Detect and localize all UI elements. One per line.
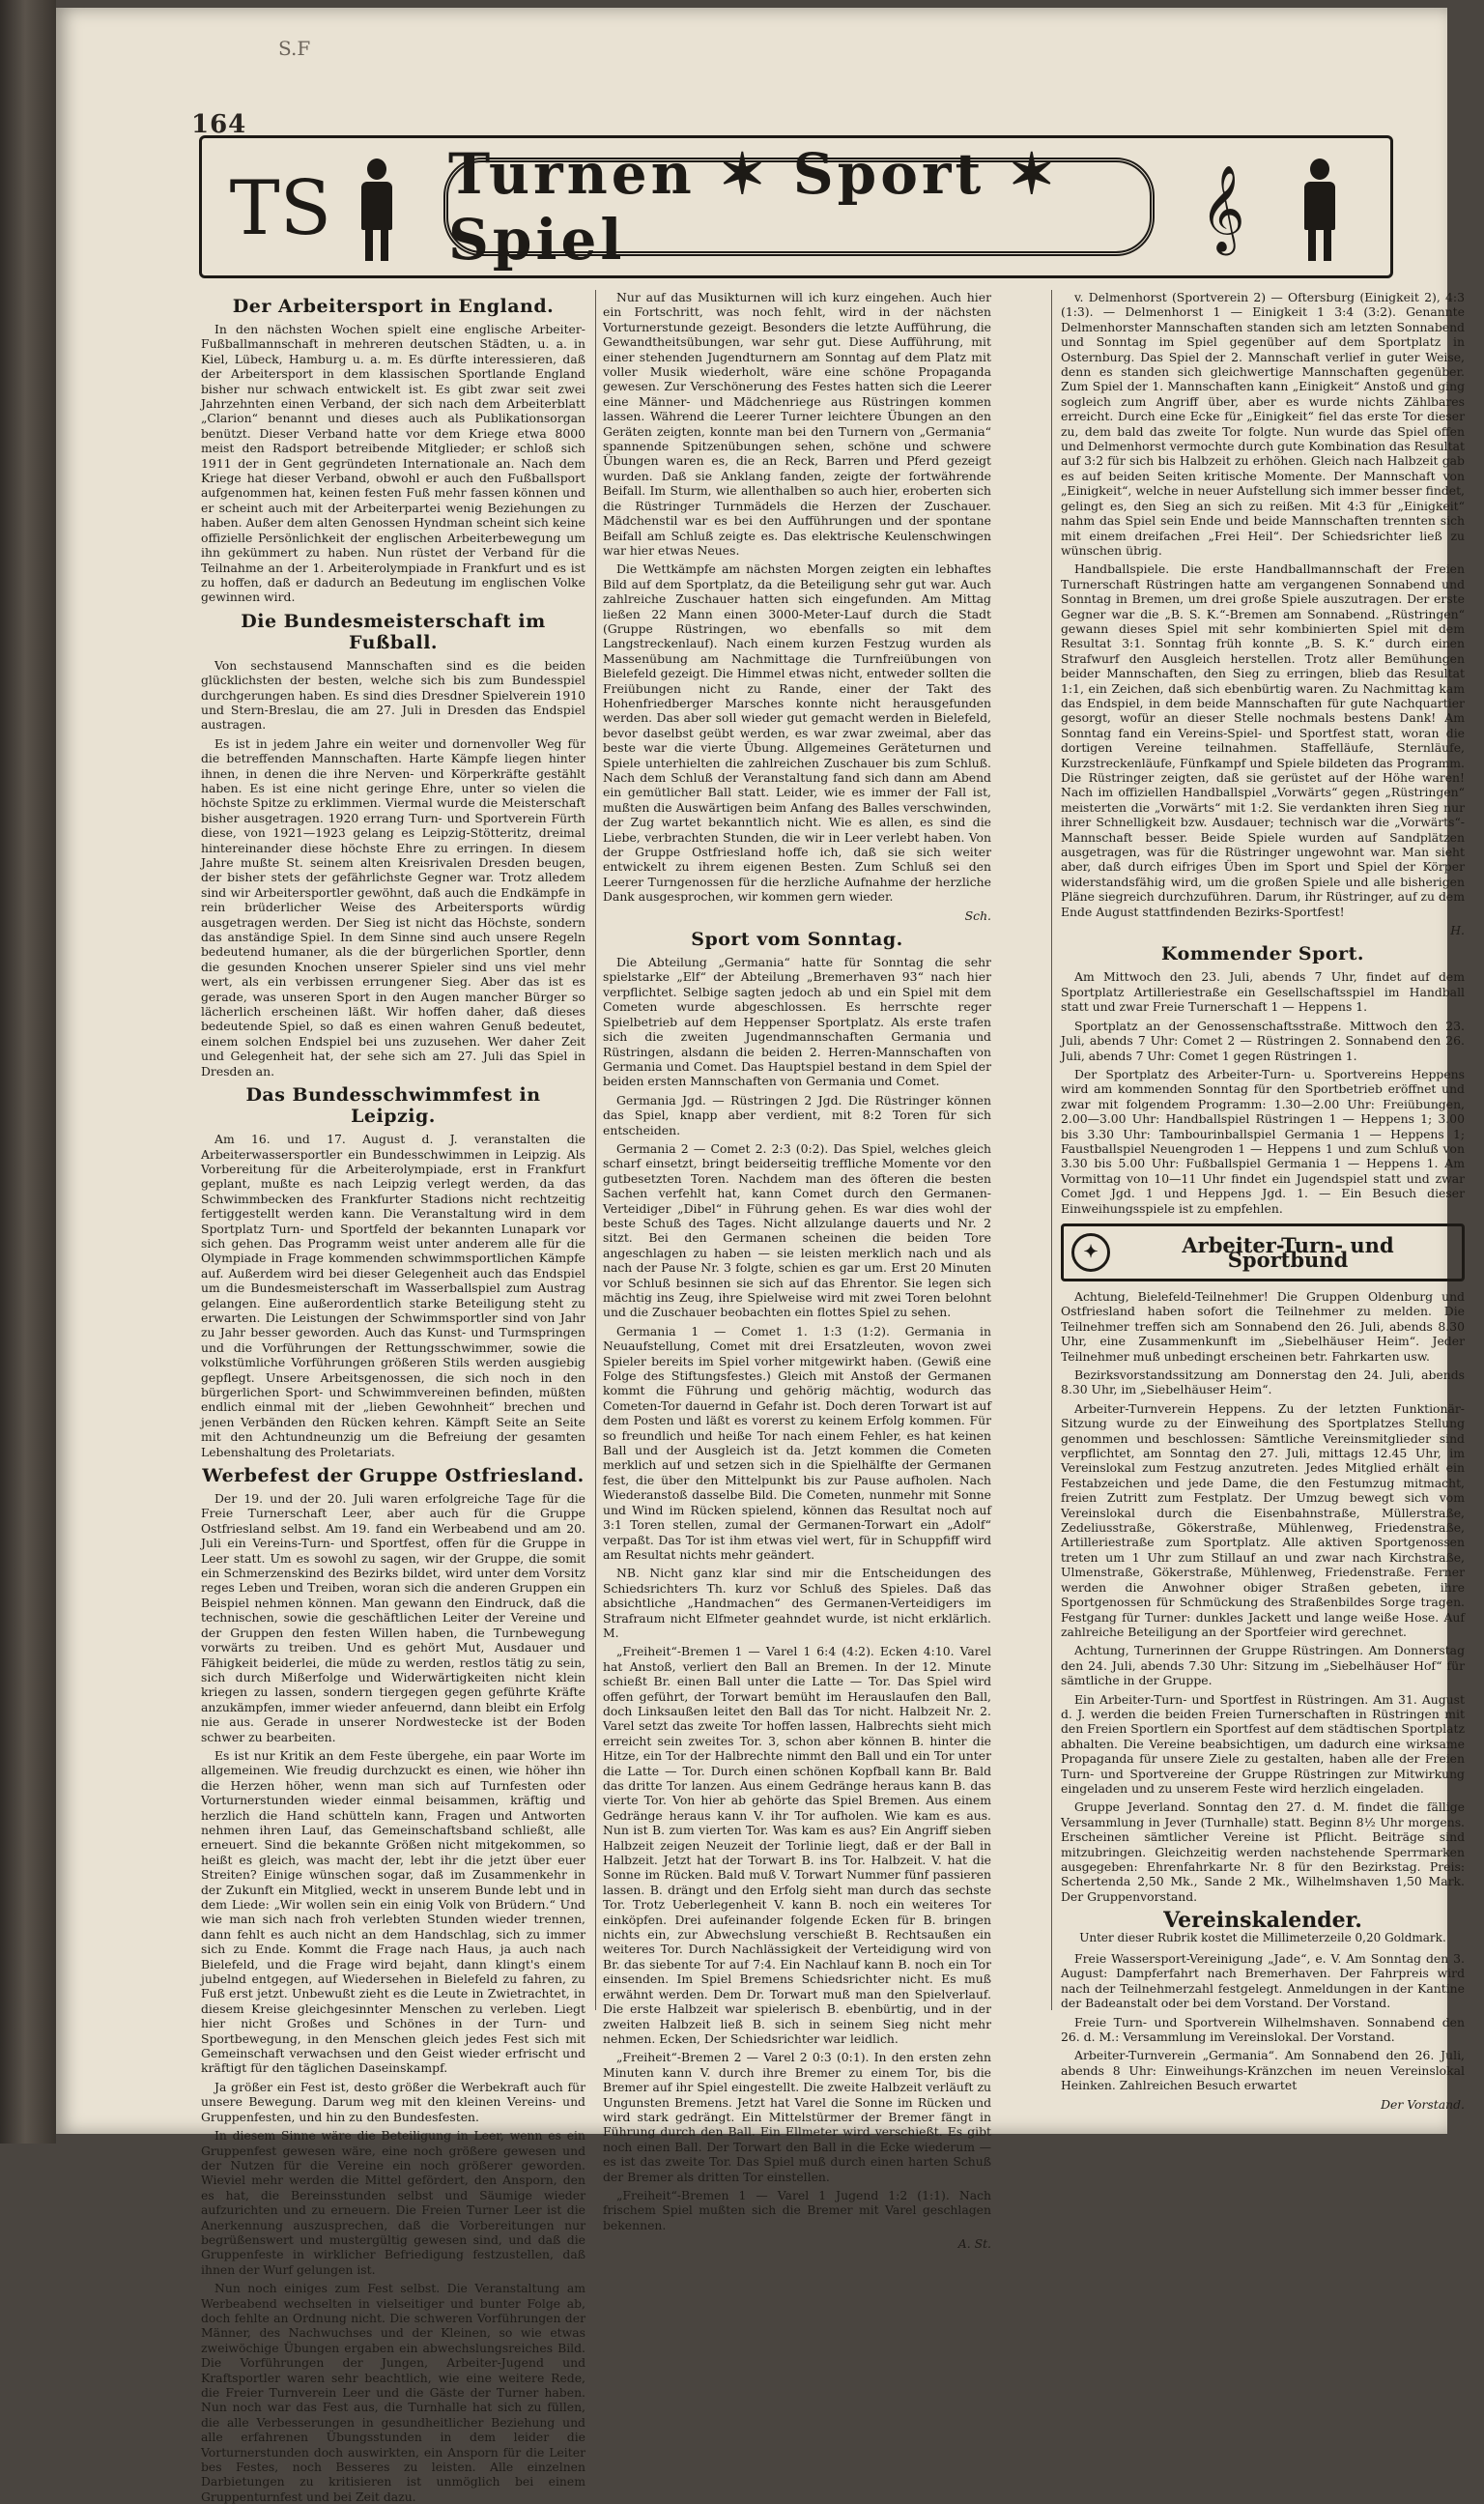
bund-header-box	[1061, 1223, 1465, 1281]
banner-right-ornament	[1178, 146, 1371, 272]
article-paragraph: Am 16. und 17. August d. J. veranstalten die Arbeiterwassersportler ein Bundesschwimmen in Leipzig. Als Vorbereitung für die Arbeiterolympiade, erst in Frankfurt geplant, mußte es nach Leipzig verlegt werden, da das Schwimmbecken des Frankfurter Stadions nicht rechtzeitig fertiggestellt werden kann. Die Veranstaltung wird in dem Sportplatz Turn- und Sportfeld der bekannten Lunapark vor sich gehen. Das Programm weist unter anderem alle für die Olympiade in Frage kommenden schwimmsportlichen Kämpfe auf. Außerdem wird bei dieser Gelegenheit auch das Endspiel um die Bundesmeisterschaft im Wasserballspiel zum Austrag gelangen. Eine außerordentlich starke Beteiligung steht zu erwarten. Die Leistungen der Schwimmsportler sind von Jahr zu Jahr besser geworden. Auch das Kunst- und Turmspringen und die Vorführungen der Rettungsschwimmer, sowie die volkstümliche Vorführungen größeren Stils werden ausgiebig gepflegt. Unsere Arbeitsgenossen, die sich noch in den bürgerlichen Sport- und Schwimmvereinen befinden, müßten endlich einmal mit der „lieben Gewohnheit“ brechen und jenen Verbänden den Rücken kehren. Kämpft Seite an Seite mit den Achtundneunzig um die Befreiung der gesamten Lebenshaltung des Proletariats.	[201, 1132, 585, 1459]
article-paragraph: Nur auf das Musikturnen will ich kurz eingehen. Auch hier ein Fortschritt, was noch fehlt, wird in der nächsten Vorturnerstunde gezeigt. Besonders die letzte Aufführung, die Gewandtheitsübungen, war sehr gut. Diese Aufführung, mit einer stehenden Jugendturnern am Sonntag auf dem Platz mit voller Musik wiederholt, wäre eine schöne Propaganda gewesen. Zur Verschönerung des Festes hatten sich die Leerer eine Männer- und Mädchenriege aus Rüstringen kommen lassen. Während die Leerer Turner leichtere Übungen an den Geräten zeigten, konnte man bei den Turnern von „Germania“ spannende Spitzenübungen sehen, schöne und schwere Übungen waren es, die an Reck, Barren und Pferd gezeigt wurden. Daß sie Anklang fanden, zeigte der fortwährende Beifall. Im Sturm, wie allenthalben so auch hier, eroberten sich die Rüstringer Turnmädels die Herzen der Zuschauer. Mädchenstil war es bei den Aufführungen und der spontane Beifall am Schluß zeigte es. Das elektrische Keulenschwingen war hier etwas Neues.	[603, 290, 991, 558]
athlete-figure-icon	[348, 155, 406, 263]
article-paragraph: v. Delmenhorst (Sportverein 2) — Oftersburg (Einigkeit 2), 4:3 (1:3). — Delmenhorst 1 — Einigkeit 1 3:4 (3:2). Genannte Delmenhorster Mannschaften standen sich am letzten Sonnabend und Sonntag im Spiel gegenüber auf dem Sportplatz in Osternburg. Das Spiel der 2. Mannschaft verlief in guter Weise, denn es standen sich gleichwertige Mannschaften gegenüber. Zum Spiel der 1. Mannschaften kann „Einigkeit“ Anstoß und ging sogleich zum Angriff über, aber es wurde nichts Zählbares erreicht. Durch eine Ecke für „Einigkeit“ fiel das erste Tor dieser zu, dem bald das zweite Tor folgte. Nun wurde das Spiel offen und Delmenhorst vermochte durch gute Kombination das Resultat auf 3:2 für sich bis Halbzeit zu erhöhen. Gleich nach Halbzeit gab es auf beiden Seiten kritische Momente. Der Mannschaft von „Einigkeit“, welche in neuer Aufstellung sich immer besser findet, gelingt es, den Sieg an sich zu reißen. Mit 4:3 für „Einigkeit“ nahm das Spiel sein Ende und beide Mannschaften trennten sich mit einem dreifachen „Frei Heil“. Der Schiedsrichter ließ zu wünschen übrig.	[1061, 290, 1465, 558]
article-paragraph: Ein Arbeiter-Turn- und Sportfest in Rüstringen. Am 31. August d. J. werden die beiden Freien Turnerschaften in Rüstringen mit den Freien Sportlern ein Sportfest auf dem städtischen Sportplatz abhalten. Die Vereine beabsichtigen, um dadurch eine wirksame Propaganda für unsere Ziele zu gestalten, haben alle der Freien Turn- und Sportvereine der Gruppe Rüstringen zur Mitwirkung eingeladen und zu unserem Feste wird herzlich eingeladen.	[1061, 1691, 1465, 1796]
article-paragraph: Die Abteilung „Germania“ hatte für Sonntag die sehr spielstarke „Elf“ der Abteilung „Bremerhaven 93“ nach hier verpflichtet. Selbige sagten jedoch ab und ein Spiel mit dem Cometen wurde abgeschlossen. Es herrschte reger Spielbetrieb auf dem Heppenser Sportplatz. Als erste trafen sich die zweiten Jugendmannschaften Germania und Rüstringen, alsdann die beiden 2. Herren-Mannschaften von Germania und Comet. Das Hauptspiel bestand in dem Spiel der beiden ersten Mannschaften von Germania und Comet.	[603, 955, 991, 1089]
article-paragraph: Achtung, Turnerinnen der Gruppe Rüstringen. Am Donnerstag den 24. Juli, abends 7.30 Uhr: Sitzung im „Siebelhäuser Hof“ für sämtliche in der Gruppe.	[1061, 1643, 1465, 1688]
article-paragraph: Am Mittwoch den 23. Juli, abends 7 Uhr, findet auf dem Sportplatz Artilleriestraße ein Gesellschaftsspiel im Handball statt und zwar Freie Turnerschaft 1 — Heppens 1.	[1061, 969, 1465, 1015]
article-paragraph: NB. Nicht ganz klar sind mir die Entscheidungen des Schiedsrichters Th. kurz vor Schluß des Spieles. Daß das absichtliche „Handmachen“ des Germanen-Verteidigers im Strafraum nicht Elfmeter geahndet wurde, ist nicht erklärlich. M.	[603, 1566, 991, 1640]
bund-logo-icon: ✦	[1071, 1233, 1110, 1272]
article-signature: Der Vorstand.	[1381, 2096, 1465, 2112]
article-signature: H.	[1450, 923, 1465, 938]
article-heading: Das Bundesschwimmfest in Leipzig.	[245, 1084, 541, 1128]
monogram-icon: TS	[229, 165, 332, 252]
section-title: Turnen ✶ Sport ✶ Spiel	[448, 141, 1060, 273]
article-heading: Werbefest der Gruppe Ostfriesland.	[202, 1465, 585, 1487]
column-2	[603, 290, 991, 2252]
article-paragraph: „Freiheit“-Bremen 1 — Varel 1 Jugend 1:2 (1:1). Nach frischem Spiel mußten sich die Bremer mit Varel geschlagen bekennen.	[603, 2187, 991, 2232]
clef-icon: 𝄞	[1200, 165, 1245, 252]
article-paragraph: Von sechstausend Mannschaften sind es die beiden glücklichsten der besten, welche sich bis zum Bundesspiel durchgerungen haben. Es sind dies Dresdner Spielverein 1910 und Stern-Breslau, die am 27. Juli in Dresden das Endspiel austragen.	[201, 657, 585, 733]
article-paragraph: Es ist nur Kritik an dem Feste übergehe, ein paar Worte im allgemeinen. Wie freudig durchzuckt es einen, wie höher ihn die Herzen höher, wenn man sich auf Turnfesten oder Vorturnerstunden wieder einmal beisammen, kräftig und herzlich die Hand schütteln kann, Fragen und Antworten nehmen ihren Lauf, das Gemeinschaftsband schließt, alle erneuert. Sind die bekannte Größen nicht mitgekommen, so heißt es gleich, was macht der, lebt ihr die jetzt über euer Streiten? Einige wünschen sogar, daß im Zusammenkehr in der Zukunft ein Mitglied, weckt in unserem Bunde lebt und in dem Liede: „Wir wollen sein ein einig Volk von Brüdern.“ Und wie man sich nach froh verlebten Stunden wieder trennen, dann fehlt es auch nicht an dem Handschlag, sich zu immer sich zu Ende. Kommt die Frage nach Haus, ja auch nach Bielefeld, und die Frage wird bejaht, dann klingt's einem jubelnd entgegen, auf Wiedersehen in Bielefeld zu fahren, zu Fuß erst jetzt. Unbewußt zieht es die Leute in Zwietrachtet, in diesem Kreise gleichgesinnter Menschen zu verleben. Liegt hier nicht Großes und Schönes in der Turn- und Sportbewegung, in den Menschen gleich jedes Fest sich mit Gemeinschaft verwachsen und den Geist wieder erfrischt und kräftigt für den täglichen Daseinskampf.	[201, 1747, 585, 2076]
article-paragraph: Freie Turn- und Sportverein Wilhelmshaven. Sonnabend den 26. d. M.: Versammlung im Vereinslokal. Der Vorstand.	[1061, 2014, 1465, 2045]
article-signature: A. St.	[957, 2236, 991, 2252]
article-paragraph: Achtung, Bielefeld-Teilnehmer! Die Gruppen Oldenburg und Ostfriesland haben sofort die Teilnehmer zu melden. Die Teilnehmer treffen sich am Sonnabend den 26. Juli, abends 8.30 Uhr, eine Zusammenkunft im „Siebelhäuser Heim“. Jeder Teilnehmer muß unbedingt erscheinen betr. Fahrkarten usw.	[1061, 1288, 1465, 1364]
column-rule	[1051, 290, 1052, 2010]
article-heading: Sport vom Sonntag.	[691, 929, 903, 951]
column-3	[1061, 290, 1465, 2112]
article-paragraph: „Freiheit“-Bremen 2 — Varel 2 0:3 (0:1). In den ersten zehn Minuten kann V. durch ihre Bremer zu einem Tor, bis die Bremer auf ihr Spiel eingestellt. Die zweite Halbzeit verläuft zu Ungunsten Bremens. Jetzt hat Varel die Sonne im Rücken und wird stark gedrängt. Ein Mittelstürmer der Bremer fängt in Führung durch den Ball. Ein Ellmeter wird verschießt. Es gibt noch einen Ball. Der Torwart den Ball in die Ecke wiederum — es ist das zweite Tor. Das Spiel muß durch einen harten Schuß der Bremer als dritten Tor einstellen.	[603, 2050, 991, 2184]
article-paragraph: Die Wettkämpfe am nächsten Morgen zeigten ein lebhaftes Bild auf dem Sportplatz, da die Beteiligung sehr gut war. Auch zahlreiche Zuschauer hatten sich eingefunden. Am Mittag ließen 22 Mann einen 3000-Meter-Lauf durch die Stadt (Gruppe Rüstringen, wo ebenfalls so mit dem Langstreckenlauf). Nach einem kurzen Festzug wurden als Massenübung am Nachmittage die Turnfreiübungen von Bielefeld gezeigt. Die Himmel etwas nicht, entweder sollten die Freiübungen nicht zu Rande, einer der Takt des Hohenfriedberger Marsches konnte nicht herausgefunden werden. Das aber soll wieder gut gemacht werden in Bielefeld, bevor daselbst geübt werden, es war zwar zweimal, aber das beste war die vierte Übung. Allgemeines Geräteturnen und Spiele unterhielten die zahlreichen Zuschauer bis zum Schluß. Nach dem Schluß der Veranstaltung fand sich dann am Abend ein gemütlicher Ball statt. Leider, wie es immer der Fall ist, mußten die Auswärtigen beim Anfang des Balles verschwinden, der Zug wartet bekanntlich nicht. Wie es allen, es sind die Liebe, verbrachten Stunden, die wir in Leer verlebt haben. Von der Gruppe Ostfriesland hoffe ich, daß sie sich weiter entwickelt zu ihrem eigenen Besten. Zum Schluß sei den Leerer Turngenossen für die herzliche Aufnahme der herzliche Dank ausgesprochen, wir kommen gern wieder.	[603, 561, 991, 905]
column-rule	[595, 290, 596, 2010]
article-paragraph: Es ist in jedem Jahre ein weiter und dornenvoller Weg für die betreffenden Mannschaften. Harte Kämpfe liegen hinter ihnen, in denen die ihre Nerven- und Körperkräfte gestählt haben. Es ist eine nicht geringe Ehre, unter so vielen die höchste Spitze zu erklimmen. Viermal wurde die Meisterschaft bisher ausgetragen. 1920 errang Turn- und Sportverein Fürth diese, von 1921—1923 gelang es Leipzig-Stötteritz, dreimal hintereinander diese höchste Ehre zu erringen. In diesem Jahre mußte St. seinem alten Kreisrivalen Dresden beugen, der bisher stets der gefährlichste Gegner war. Trotz alledem sind wir Arbeitersportler gewöhnt, daß auch die Endkämpfe in rein brüderlicher Weise des Arbeitersports würdig ausgetragen werden. Der Sieg ist nicht das Höchste, sondern das anständige Spiel. In dem Sinne sind auch unsere Regeln bedeutend humaner, als die der bürgerlichen Sportler, denn die gesunden Knochen unserer Spieler sind uns viel mehr wert, als ein verbissen errungener Sieg. Aber das ist es gerade, was unseren Sport in den Augen mancher Bürger so lächerlich erscheinen läßt. Wir hoffen daher, daß dieses bedeutende Spiel, so daß es einen wahren Genuß bedeutet, einem solchen Endspiel bei uns zuzusehen. Wer daher Zeit und Gelegenheit hat, der sehe sich am 27. Juli das Spiel in Dresden an.	[201, 735, 585, 1079]
athlete-figure-icon	[1291, 155, 1349, 263]
article-paragraph: Germania 2 — Comet 2. 2:3 (0:2). Das Spiel, welches gleich scharf einsetzt, bringt beiderseitig treffliche Momente vor den gutbesetzten Toren. Nachdem man des öfteren die besten Sachen verfehlt hat, kann Comet durch den Germanen-Verteidiger „Dibel“ in Führung gehen. Es war dies wohl der beste Schuß des Tages. Nicht allzulange dauerts und Nr. 2 sitzt. Bei den Germanen scheinen die beiden Tore angeschlagen zu haben — sie leisten merklich nach und als nach der Pause Nr. 3 folgte, schien es gar um. Erst 20 Minuten vor Schluß besinnen sie sich auf das Ehrentor. Sie legen sich mächtig ins Zeug, ihre Spielweise wird mit zwei Toren belohnt und die Zuschauer beobachten ein flottes Spiel zu sehen.	[603, 1140, 991, 1320]
article-paragraph: Gruppe Jeverland. Sonntag den 27. d. M. findet die fällige Versammlung in Jever (Turnhalle) statt. Beginn 8½ Uhr morgens. Erscheinen sämtlicher Vereine ist Pflicht. Beiträge sind mitzubringen. Gleichzeitig werden nachstehende Sperrmarken ausgegeben: Ehrenfahrkarte Nr. 8 für den Bezirkstag. Preis: Schertenda 2,50 Mk., Sande 2 Mk., Wilhelmshaven 1,50 Mark. Der Gruppenvorstand.	[1061, 1799, 1465, 1904]
article-paragraph: Bezirksvorstandssitzung am Donnerstag den 24. Juli, abends 8.30 Uhr, im „Siebelhäuser Heim“.	[1061, 1367, 1465, 1397]
article-paragraph: Sportplatz an der Genossenschaftsstraße. Mittwoch den 23. Juli, abends 7 Uhr: Comet 2 — Rüstringen 2. Sonnabend den 26. Juli, abends 7 Uhr: Comet 1 gegen Rüstringen 1.	[1061, 1018, 1465, 1063]
article-paragraph: Arbeiter-Turnverein Heppens. Zu der letzten Funktionär-Sitzung wurde zu der Einweihung des Sportplatzes Stellung genommen und beschlossen: Sämtliche Vereinsmitglieder sind verpflichtet, am Sonntag den 27. Juli, mittags 12.45 Uhr, im Vereinslokal zum Festzug anzutreten. Jedes Mitglied erhält ein Festabzeichen und jede Dame, die den Festumzug mitmacht, freien Zutritt zum Festplatz. Der Umzug bewegt sich vom Vereinslokal durch die Eisenbahnstraße, Müllerstraße, Zedeliusstraße, Gökerstraße, Mühlenweg, Friedenstraße, Artilleriestraße zum Sportplatz. Alle aktiven Sportgenossen treten um 1 Uhr zum Stillauf an und zwar nach Kirchstraße, Ulmenstraße, Gökerstraße, Mühlenweg, Friedenstraße. Ferner werden die Anwohner obiger Straßen gebeten, ihre Sportgenossen für Schmückung des Straßenbildes Sorge tragen. Festgang für Turner: dunkles Jackett und lange weiße Hose. Auf zahlreiche Beteiligung an der Sportfeier wird gerechnet.	[1061, 1400, 1465, 1639]
article-paragraph: Arbeiter-Turnverein „Germania“. Am Sonnabend den 26. Juli, abends 8 Uhr: Einweihungs-Kränzchen im neuen Vereinslokal Heinken. Zahlreichen Besuch erwartet	[1061, 2048, 1465, 2093]
article-paragraph: Ja größer ein Fest ist, desto größer die Werbekraft auch für unsere Bewegung. Darum weg mit den kleinen Vereins- und Gruppenfesten, und hin zu den Bundesfesten.	[201, 2079, 585, 2124]
article-paragraph: Nun noch einiges zum Fest selbst. Die Veranstaltung am Werbeabend wechselten in vielseitiger und bunter Folge ab, doch fehlte an Ordnung nicht. Die schweren Vorführungen der Männer, des Nachwuchses und der Kleinen, so wie etwas zweiwöchige Übungen ergaben ein abwechslungsreiches Bild. Die Vorführungen der Jungen, Arbeiter-Jugend und Kraftsportler waren sehr beachtlich, wie eine weitere Rede, die Freier Turnverein Leer und die Gäste der Turner haben. Nun noch war das Fest aus, die Turnhalle hat sich zu füllen, die alle Verbesserungen in gesundheitlicher Beziehung und alle erfahrenen Übungsstunden in dem leider die Vorturnerstunden doch auswirkten, ein Ansporn für die Leiter bes Festes, noch Besseres zu leisten. Alle einzelnen Darbietungen zu kritisieren ist unmöglich bei einem Gruppenturnfest und bei Zeit dazu.	[201, 2281, 585, 2504]
article-paragraph: Germania Jgd. — Rüstringen 2 Jgd. Die Rüstringer können das Spiel, knapp aber verdient, mit 8:2 Toren für sich entscheiden.	[603, 1092, 991, 1137]
calendar-heading: Vereinskalender.	[1163, 1908, 1362, 1934]
article-heading: Kommender Sport.	[1161, 943, 1364, 965]
article-paragraph: In den nächsten Wochen spielt eine englische Arbeiter-Fußballmannschaft in mehreren deutschen Städten, u. a. in Kiel, Lübeck, Hamburg u. a. m. Es dürfte interessieren, daß der Arbeitersport in dem klassischen Sportlande England bisher nur schwach entwickelt ist. Es gibt zwar seit zwei Jahrzehnten einen Verband, der sich nach dem Arbeiterblatt „Clarion“ benannt und dieses auch als Publikationsorgan benützt. Dieser Verband hatte vor dem Kriege etwa 8000 meist den Radsport betreibende Mitglieder; er schloß sich 1911 der in Gent gegründeten Internationale an. Nach dem Kriege hat dieser Verband, obwohl er auch den Fußballsport aufgenommen hat, keinen festen Fuß mehr fassen können und er scheint auch mit der Arbeiterpartei wenig Beziehungen zu haben. Außer dem alten Genossen Hyndman scheint sich keine offizielle Persönlichkeit der englischen Arbeiterbewegung um ihn gekümmert zu haben. Nun rüstet der Verband für die Teilnahme an der 1. Arbeiterolympiade in Frankfurt und es ist zu hoffen, daß er dadurch an Bedeutung im englischen Volke gewinnen wird.	[201, 322, 585, 605]
banner-title-frame	[443, 141, 1155, 273]
section-banner	[199, 135, 1393, 278]
article-paragraph: Der 19. und der 20. Juli waren erfolgreiche Tage für die Freie Turnerschaft Leer, aber auch für die Gruppe Ostfriesland selbst. Am 19. fand ein Werbeabend und am 20. Juli ein Vereins-Turn- und Sportfest, offen für die Gruppe in Leer statt. Um es sowohl zu sagen, wir der Gruppe, die somit ein Schmerzenskind des Bezirks bildet, wird unter dem Vorsitz reges Leben und Treiben, woran sich die anderen Gruppen ein Beispiel nehmen können. Man gewann den Eindruck, daß die technischen, sowie die geschäftlichen Leiter der Vereine und der Gruppen den festen Willen haben, die Turnbewegung vorwärts zu treiben. Und es gehört Mut, Ausdauer und Fähigkeit beiderlei, die müde zu werden, restlos tätig zu sein, sich durch Mißerfolge und Widerwärtigkeiten nicht klein kriegen zu lassen, sondern tiergegen gegen geführte Kräfte anzukämpfen, immer wieder anfeuernd, dann bleibt ein Erfolg nie aus. Gerade in unserer Nordwestecke ist der Boden schwer zu bearbeiten.	[201, 1491, 585, 1744]
banner-left-ornament	[221, 146, 414, 272]
article-paragraph: Der Sportplatz des Arbeiter-Turn- u. Sportvereins Heppens wird am kommenden Sonntag für den Sportbetrieb eröffnet und zwar mit folgendem Programm: 1.30—2.00 Uhr: Freiübungen, 2.00—3.00 Uhr: Handballspiel Rüstringen 1 — Heppens 1; 3.00 bis 3.30 Uhr: Tambourinballspiel Germania 1 — Heppens 1; Faustballspiel Neuengroden 1 — Heppens 1 und zum Schluß von 3.30 bis 5.00 Uhr: Fußballspiel Germania 1 — Heppens 1. Am Vormittag von 10—11 Uhr findet ein Jugendspiel statt und zwar Comet Jgd. 1 und Heppens Jgd. 1. — Ein Besuch dieser Einweihungsspiele ist zu empfehlen.	[1061, 1066, 1465, 1216]
article-paragraph: In diesem Sinne wäre die Beteiligung in Leer, wenn es ein Gruppenfest gewesen wäre, eine noch größere gewesen und der Nutzen für die Vereine ein noch größerer geworden. Wieviel mehr werden die Mittel gefördert, den Ansporn, den es hat, die Bereinsstunden selbst und Säumige wieder aufzurichten und zu erneuern. Die Freien Turner Leer ist die Anerkennung auszusprechen, daß die Vorbereitungen nur begrüßenswert und mustergültig gewesen sind, und daß die Gruppenfeste in wirklicher Befriedigung festzustellen, daß ihnen der Wurf gelungen ist.	[201, 2128, 585, 2277]
calendar-subtitle: Unter dieser Rubrik kostet die Millimeterzeile 0,20 Goldmark.	[1079, 1930, 1446, 1944]
article-heading: Der Arbeitersport in England.	[232, 296, 555, 317]
newspaper-page	[56, 8, 1465, 2504]
column-1	[201, 290, 585, 2504]
book-binding	[0, 0, 56, 2144]
page-stamp: S.F	[278, 37, 311, 60]
article-heading: Die Bundesmeisterschaft im Fußball.	[241, 610, 546, 653]
article-paragraph: Freie Wassersport-Vereinigung „Jade“, e. V. Am Sonntag den 3. August: Dampferfahrt nach Bremerhaven. Der Fahrpreis wird nach der Teilnehmerzahl festgelegt. Anmeldungen in der Kantine der Badeanstalt oder bei dem Vorstand. Der Vorstand.	[1061, 1951, 1465, 2011]
article-paragraph: Handballspiele. Die erste Handballmannschaft der Freien Turnerschaft Rüstringen hatte am vergangenen Sonnabend und Sonntag in Bremen, um drei große Spiele auszutragen. Der erste Gegner war die „B. S. K.“-Bremen am Sonnabend. „Rüstringen“ gewann dieses Spiel mit sehr kombinierten Spiel mit dem Resultat 3:1. Sonntag früh konnte „B. S. K.“ durch einen Strafwurf den Ausgleich herstellen. Trotz aller Bemühungen beider Mannschaften, den Sieg zu erringen, blieb das Resultat 1:1, ein Zeichen, daß sich ebenbürtig waren. Zu Nachmittag kam das Endspiel, in dem beide Mannschaften für gute Nachquartier gesorgt, wofür an dieser Stelle nochmals bestens Dank! Am Sonntag fand ein Vereins-Spiel- und Sportfest statt, woran die dortigen Vereine teilnahmen. Staffelläufe, Sternläufe, Kurzstreckenläufe, Fünfkampf und Spiele bildeten das Programm. Die Rüstringer zeigten, daß sie gerüstet auf der Höhe waren! Nach im offiziellen Handballspiel „Vorwärts“ gegen „Rüstringen“ meisterten die „Vorwärts“ mit 1:2. Sie verdankten ihren Sieg nur ihrer Schnelligkeit bzw. Ausdauer; technisch war die „Vorwärts“-Mannschaft besser. Beide Spiele wurden auf Sandplätzen ausgetragen, was für die Rüstringer ungewohnt war. Man sieht aber, daß durch eifriges Üben im Sport und Spiel der Körper widerstandsfähig wird, um die großen Spiele und alle bisherigen Pläne siegreich durchzuführen. Darum, ihr Rüstringer, auf zu dem Ende August stattfindenden Bezirks-Sportfest!	[1061, 561, 1465, 919]
article-paragraph: Germania 1 — Comet 1. 1:3 (1:2). Germania in Neuaufstellung, Comet mit drei Ersatzleuten, wovon zwei Spieler bereits im Spiel vorher mitgewirkt haben. (Gewiß eine Folge des Stiftungsfestes.) Gleich mit Anstoß der Germanen kommt die Führung und gehörig mächtig, wodurch das Cometen-Tor dauernd in Gefahr ist. Doch deren Torwart ist auf dem Posten und läßt es vorerst zu keinem Erfolg kommen. Für so freundlich und heiße Tor nach einem Fehler, es hat keinen Ball und der Ausgleich ist da. Jetzt kommen die Cometen merklich auf und setzen sich in die Spielhälfte der Germanen fest, die über den Mittelpunkt bis zur Pause aufholen. Nach Wiederanstoß dasselbe Bild. Die Cometen, nunmehr mit Sonne und Wind im Rücken spielend, können das Resultat noch auf 3:1 Toren stellen, zumal der Germanen-Torwart ein „Adolf“ verpaßt. Das Tor ist ihm etwas viel wert, für in Schuppfiff wird am Resultat nichts mehr geändert.	[603, 1323, 991, 1562]
bund-header-title: Arbeiter-Turn- und Sportbund	[1182, 1232, 1394, 1272]
page-number: 164	[191, 110, 247, 139]
article-paragraph: „Freiheit“-Bremen 1 — Varel 1 6:4 (4:2). Ecken 4:10. Varel hat Anstoß, verliert den Ball an Bremen. In der 12. Minute schießt Br. einen Ball unter die Latte — Tor. Das Spiel wird offen geführt, der Torwart bemüht im Herauslaufen den Ball, doch Linksaußen leitet den Ball das Tor nicht. Halbzeit Nr. 2. Varel setzt das zweite Tor hoffen lassen, Halbrechts sieht mich erreicht sein zweites Tor. 3, schon aber können B. hinter die Hitze, ein Tor der Halbrechte nimmt den Ball und ein Tor unter die Latte — Tor. Durch einen schönen Kopfball kann Br. Bald das dritte Tor lanzen. Aus einem Gedränge heraus kann B. das vierte Tor. Von hier ab gehörte das Spiel Bremen. Aus einem Gedränge heraus kann V. ihr Tor aufholen. Wie kam es aus. Nun ist B. zum vierten Tor. Was kam es aus? Ein Angriff sieben Halbzeit zeigen Neuzeit der Torlinie liegt, daß er der Ball in Halbzeit. Jetzt hat der Torwart B. ins Tor. Halbzeit. V. hat die Sonne im Rücken. Bald muß V. Torwart Nummer fünf passieren lassen. B. drängt und den Erfolg sieht man durch das sechste Tor. Trotz Ueberlegenheit V. kann B. noch ein weiteres Tor einköpfen. Drei aufeinander folgende Ecken für B. bringen nichts ein, zur Abwechslung verschießt B. Rechtsaußen ein weiteres Tor. Durch Nachlässigkeit der Verteidigung wird von Br. das siebente Tor auf 7:4. Ein Nachlauf kann B. noch ein Tor einsenden. Im Spiel Bremens Schiedsrichter nicht. Es muß erwähnt werden. Dem Dr. Torwart muß man den Spielverlauf. Die erste Halbzeit war spielerisch B. ebenbürtig, und in der zweiten Halbzeit ließ B. sich in seinem Sieg nicht mehr nehmen. Ecken, Der Schiedsrichter war leidlich.	[603, 1644, 991, 2046]
article-signature: Sch.	[964, 907, 991, 923]
